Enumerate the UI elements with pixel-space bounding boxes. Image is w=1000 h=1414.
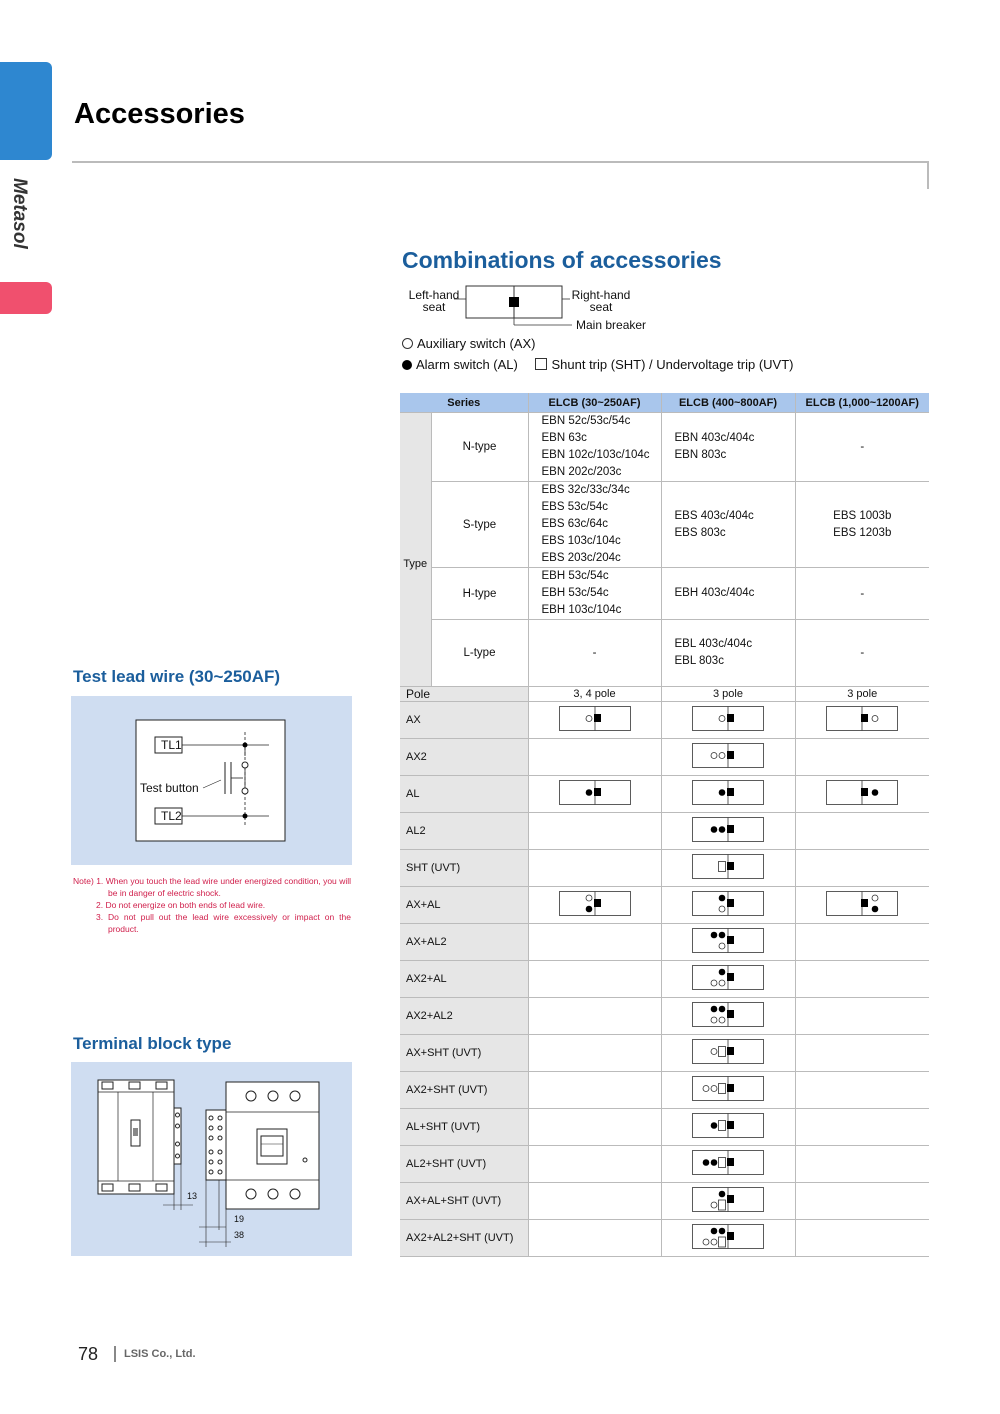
sidebar-accent xyxy=(0,282,52,314)
alarm-switch-icon xyxy=(703,1159,710,1166)
combination-row xyxy=(400,739,929,776)
pole-c3: 3 pole xyxy=(795,687,929,702)
accessory-diagram xyxy=(692,780,764,806)
aux-switch-icon xyxy=(711,1085,717,1091)
combination-row xyxy=(400,1109,929,1146)
aux-switch-icon xyxy=(719,715,725,721)
accessory-diagram xyxy=(826,780,898,806)
type-row-l xyxy=(400,620,929,687)
accessory-diagram xyxy=(692,891,764,917)
combination-cell-c3 xyxy=(795,850,929,887)
combination-cell-c2 xyxy=(661,850,795,887)
aux-switch-icon xyxy=(711,1048,717,1054)
combination-label: AX+AL2 xyxy=(400,924,528,961)
type-h-models-2: EBH 403c/404c xyxy=(661,568,795,620)
combination-cell-c1 xyxy=(528,813,661,850)
combination-label: AX2 xyxy=(400,739,528,776)
combination-cell-c2 xyxy=(661,887,795,924)
aux-switch-icon xyxy=(719,1017,725,1023)
accessory-diagram xyxy=(559,706,631,732)
company-name: LSIS Co., Ltd. xyxy=(124,1348,196,1360)
type-s-name: S-type xyxy=(431,482,528,568)
legend-al-sht xyxy=(402,357,794,372)
pole-c1: 3, 4 pole xyxy=(528,687,661,702)
legend-sht-text: Shunt trip (SHT) / Undervoltage trip (UVT) xyxy=(551,357,794,372)
type-l-models-2: EBL 403c/404c EBL 803c xyxy=(661,620,795,687)
type-row-h xyxy=(400,568,929,620)
combination-row xyxy=(400,702,929,739)
type-row-n xyxy=(400,413,929,482)
combination-label: AX+AL+SHT (UVT) xyxy=(400,1183,528,1220)
type-n-models-1: EBN 52c/53c/54c EBN 63c EBN 102c/103c/104c EBN 202c/203c xyxy=(528,413,661,482)
aux-switch-icon xyxy=(586,715,592,721)
combination-cell-c1 xyxy=(528,1072,661,1109)
terminal-block-title: Terminal block type xyxy=(73,1034,232,1053)
type-l-models-3: - xyxy=(795,620,929,687)
pole-label: Pole xyxy=(400,687,528,702)
combination-cell-c2 xyxy=(661,813,795,850)
combination-label: AX+AL xyxy=(400,887,528,924)
combination-cell-c3 xyxy=(795,1035,929,1072)
test-lead-panel xyxy=(71,696,352,865)
page-title: Accessories xyxy=(74,98,245,130)
combination-cell-c1 xyxy=(528,998,661,1035)
shunt-trip-icon xyxy=(719,1157,726,1167)
combination-row xyxy=(400,850,929,887)
header-series: Series xyxy=(400,393,528,413)
note-3: 3. Do not pull out the lead wire excessively or impact on the product. xyxy=(96,912,351,934)
accessory-diagram xyxy=(692,854,764,880)
alarm-switch-icon xyxy=(711,826,718,833)
combination-cell-c3 xyxy=(795,887,929,924)
combination-cell-c1 xyxy=(528,702,661,739)
combinations-table xyxy=(400,393,929,1257)
accessory-diagram xyxy=(559,891,631,917)
combination-cell-c2 xyxy=(661,776,795,813)
right-seat-label: Right-hand seat xyxy=(571,288,631,314)
aux-switch-icon xyxy=(719,906,725,912)
legend-al-text: Alarm switch (AL) xyxy=(416,357,518,372)
combination-cell-c2 xyxy=(661,998,795,1035)
aux-switch-icon xyxy=(719,752,725,758)
dim-13: 13 xyxy=(187,1191,198,1201)
alarm-switch-icon xyxy=(719,826,726,833)
combination-row xyxy=(400,924,929,961)
combination-cell-c3 xyxy=(795,961,929,998)
combination-cell-c3 xyxy=(795,702,929,739)
combination-cell-c1 xyxy=(528,961,661,998)
alarm-switch-icon xyxy=(711,1005,718,1012)
type-s-models-3: EBS 1003b EBS 1203b xyxy=(795,482,929,568)
title-rule xyxy=(72,161,928,163)
aux-switch-icon xyxy=(872,715,878,721)
type-s-models-2: EBS 403c/404c EBS 803c xyxy=(661,482,795,568)
combination-row xyxy=(400,1072,929,1109)
type-h-name: H-type xyxy=(431,568,528,620)
combination-cell-c2 xyxy=(661,1220,795,1257)
combination-cell-c2 xyxy=(661,702,795,739)
combination-rows xyxy=(400,702,929,1257)
accessory-diagram xyxy=(692,928,764,954)
accessory-diagram xyxy=(692,817,764,843)
combination-row xyxy=(400,998,929,1035)
combination-row xyxy=(400,1183,929,1220)
header-elcb-1000-1200: ELCB (1,000~1200AF) xyxy=(795,393,929,413)
combination-label: AL+SHT (UVT) xyxy=(400,1109,528,1146)
combination-cell-c2 xyxy=(661,739,795,776)
combination-cell-c1 xyxy=(528,924,661,961)
combination-cell-c3 xyxy=(795,1072,929,1109)
square-icon xyxy=(535,358,547,370)
aux-switch-icon xyxy=(719,943,725,949)
combination-cell-c2 xyxy=(661,1146,795,1183)
sidebar-label: Metasol xyxy=(9,178,30,249)
page-number: 78 xyxy=(78,1344,99,1364)
aux-switch-icon xyxy=(703,1085,709,1091)
aux-switch-icon xyxy=(703,1239,709,1245)
tl1-label: TL1 xyxy=(161,738,182,752)
combination-cell-c1 xyxy=(528,850,661,887)
dim-38: 38 xyxy=(234,1230,245,1240)
combination-label: AX2+SHT (UVT) xyxy=(400,1072,528,1109)
accessory-diagram xyxy=(692,743,764,769)
alarm-switch-icon xyxy=(719,789,726,796)
alarm-switch-icon xyxy=(719,1005,726,1012)
combination-cell-c3 xyxy=(795,998,929,1035)
combination-cell-c1 xyxy=(528,1035,661,1072)
tl2-label: TL2 xyxy=(161,809,182,823)
alarm-switch-icon xyxy=(711,931,718,938)
combination-cell-c2 xyxy=(661,1072,795,1109)
combination-cell-c1 xyxy=(528,1220,661,1257)
combination-label: AX+SHT (UVT) xyxy=(400,1035,528,1072)
alarm-switch-icon xyxy=(719,931,726,938)
combination-label: AX2+AL2 xyxy=(400,998,528,1035)
aux-switch-icon xyxy=(711,752,717,758)
footer-separator xyxy=(114,1346,116,1362)
alarm-switch-icon xyxy=(719,1190,726,1197)
alarm-switch-icon xyxy=(711,1159,718,1166)
combination-cell-c2 xyxy=(661,961,795,998)
type-row-s xyxy=(400,482,929,568)
filled-circle-icon xyxy=(402,360,412,370)
shunt-trip-icon xyxy=(719,1120,726,1130)
combination-row xyxy=(400,1035,929,1072)
aux-switch-icon xyxy=(711,1202,717,1208)
terminal-block-panel xyxy=(71,1062,352,1256)
accessory-diagram xyxy=(692,1187,764,1213)
type-n-models-3: - xyxy=(795,413,929,482)
aux-switch-icon xyxy=(872,895,878,901)
aux-switch-icon xyxy=(711,1017,717,1023)
type-n-models-2: EBN 403c/404c EBN 803c xyxy=(661,413,795,482)
pole-c2: 3 pole xyxy=(661,687,795,702)
alarm-switch-icon xyxy=(719,968,726,975)
combination-row xyxy=(400,776,929,813)
type-l-name: L-type xyxy=(431,620,528,687)
header-elcb-400-800: ELCB (400~800AF) xyxy=(661,393,795,413)
combination-label: AX xyxy=(400,702,528,739)
alarm-switch-icon xyxy=(719,1227,726,1234)
combination-cell-c3 xyxy=(795,924,929,961)
seat-diagram xyxy=(400,284,700,334)
combination-row xyxy=(400,961,929,998)
pole-row xyxy=(400,687,929,702)
combination-label: AL xyxy=(400,776,528,813)
aux-switch-icon xyxy=(586,895,592,901)
accessory-diagram xyxy=(692,1224,764,1250)
title-rule-end xyxy=(927,161,929,189)
combination-row xyxy=(400,813,929,850)
test-lead-notes xyxy=(73,875,351,935)
combination-cell-c1 xyxy=(528,776,661,813)
accessory-diagram xyxy=(826,706,898,732)
type-h-models-1: EBH 53c/54c EBH 53c/54c EBH 103c/104c xyxy=(528,568,661,620)
type-n-name: N-type xyxy=(431,413,528,482)
combination-row xyxy=(400,1146,929,1183)
legend-ax xyxy=(402,336,535,351)
type-l-models-1: - xyxy=(528,620,661,687)
combination-cell-c2 xyxy=(661,1109,795,1146)
test-button-label: Test button xyxy=(140,781,199,795)
accessory-diagram xyxy=(692,965,764,991)
combination-cell-c1 xyxy=(528,1183,661,1220)
shunt-trip-icon xyxy=(719,1083,726,1093)
accessory-diagram xyxy=(692,1002,764,1028)
alarm-switch-icon xyxy=(711,1122,718,1129)
accessory-diagram xyxy=(559,780,631,806)
legend-ax-text: Auxiliary switch (AX) xyxy=(417,336,536,351)
accessory-diagram xyxy=(692,1039,764,1065)
combination-cell-c3 xyxy=(795,1220,929,1257)
shunt-trip-icon xyxy=(719,1200,726,1210)
combination-label: AL2+SHT (UVT) xyxy=(400,1146,528,1183)
shunt-trip-icon xyxy=(719,1046,726,1056)
alarm-switch-icon xyxy=(872,905,879,912)
type-label: Type xyxy=(400,413,431,687)
combination-row xyxy=(400,887,929,924)
alarm-switch-icon xyxy=(711,1227,718,1234)
combination-cell-c3 xyxy=(795,813,929,850)
shunt-trip-icon xyxy=(719,861,726,871)
combination-row xyxy=(400,1220,929,1257)
alarm-switch-icon xyxy=(719,894,726,901)
accessory-diagram xyxy=(692,1076,764,1102)
accessory-diagram xyxy=(692,706,764,732)
combination-cell-c3 xyxy=(795,1183,929,1220)
accessory-diagram xyxy=(692,1113,764,1139)
combination-cell-c1 xyxy=(528,739,661,776)
test-lead-title: Test lead wire (30~250AF) xyxy=(73,667,281,686)
main-breaker-label: Main breaker xyxy=(576,318,647,332)
combination-cell-c2 xyxy=(661,1035,795,1072)
shunt-trip-icon xyxy=(719,1237,726,1247)
terminal-block-diagram xyxy=(71,1062,352,1256)
type-h-models-3: - xyxy=(795,568,929,620)
aux-switch-icon xyxy=(719,980,725,986)
combination-label: AX2+AL2+SHT (UVT) xyxy=(400,1220,528,1257)
alarm-switch-icon xyxy=(585,905,592,912)
sidebar-tab xyxy=(0,62,52,160)
combination-cell-c3 xyxy=(795,776,929,813)
open-circle-icon xyxy=(402,338,413,349)
note-1: Note) 1. When you touch the lead wire under energized condition, you will be in danger of electric shock. xyxy=(73,876,351,898)
header-elcb-30-250: ELCB (30~250AF) xyxy=(528,393,661,413)
alarm-switch-icon xyxy=(585,789,592,796)
dim-19: 19 xyxy=(234,1214,245,1224)
aux-switch-icon xyxy=(711,980,717,986)
left-seat-label: Left-hand seat xyxy=(408,288,460,314)
combination-cell-c1 xyxy=(528,887,661,924)
table-header-row xyxy=(400,393,929,413)
combination-cell-c2 xyxy=(661,1183,795,1220)
combination-label: AX2+AL xyxy=(400,961,528,998)
note-2: 2. Do not energize on both ends of lead wire. xyxy=(96,900,266,910)
seat-drawing xyxy=(400,284,700,334)
combinations-title: Combinations of accessories xyxy=(402,247,722,273)
combination-cell-c1 xyxy=(528,1109,661,1146)
combination-cell-c3 xyxy=(795,1109,929,1146)
aux-switch-icon xyxy=(711,1239,717,1245)
test-lead-diagram xyxy=(71,696,352,865)
combination-cell-c3 xyxy=(795,1146,929,1183)
accessory-diagram xyxy=(692,1150,764,1176)
combination-cell-c2 xyxy=(661,924,795,961)
combination-label: SHT (UVT) xyxy=(400,850,528,887)
alarm-switch-icon xyxy=(872,789,879,796)
type-s-models-1: EBS 32c/33c/34c EBS 53c/54c EBS 63c/64c EBS 103c/104c EBS 203c/204c xyxy=(528,482,661,568)
combination-label: AL2 xyxy=(400,813,528,850)
combination-cell-c3 xyxy=(795,739,929,776)
combination-cell-c1 xyxy=(528,1146,661,1183)
accessory-diagram xyxy=(826,891,898,917)
